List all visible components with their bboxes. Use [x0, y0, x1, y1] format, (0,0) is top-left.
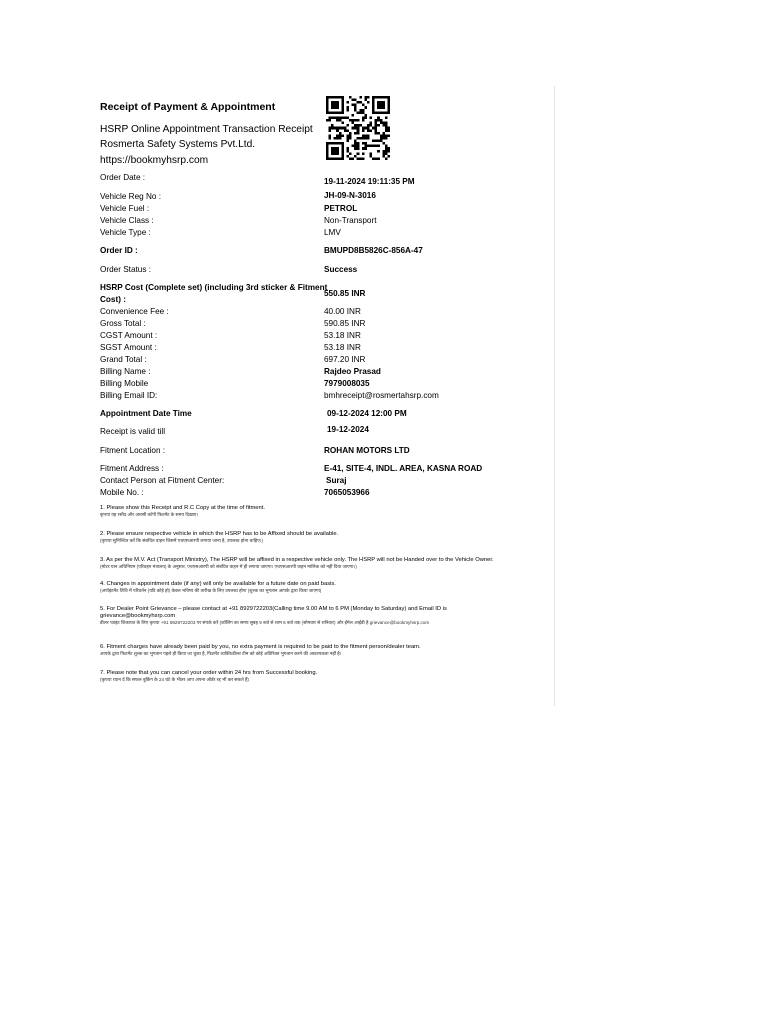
page-title: Receipt of Payment & Appointment: [100, 101, 276, 113]
qr-module: [370, 129, 373, 132]
qr-module: [349, 132, 352, 135]
appointment-datetime-row: [0, 409, 554, 421]
qr-module: [336, 116, 339, 119]
appointment-datetime-value: 09-12-2024 12:00 PM: [327, 409, 407, 418]
qr-module: [341, 116, 344, 119]
qr-module: [357, 137, 360, 140]
qr-module: [359, 101, 362, 104]
billing-mobile-label: Billing Mobile: [100, 379, 149, 388]
qr-module: [349, 152, 352, 155]
vehicle-type-value: LMV: [324, 228, 341, 237]
qr-module: [359, 124, 362, 127]
fitment-address-row: [0, 464, 554, 476]
qr-module: [367, 124, 370, 127]
qr-module: [370, 152, 373, 155]
qr-module: [382, 134, 385, 137]
qr-module: [385, 124, 388, 127]
qr-module: [375, 132, 378, 135]
sgst-value: 53.18 INR: [324, 343, 361, 352]
qr-module: [380, 137, 383, 140]
qr-module: [377, 119, 380, 122]
billing-email-label: Billing Email ID:: [100, 391, 158, 400]
vehicle-class-label: Vehicle Class :: [100, 216, 154, 225]
qr-module: [367, 127, 370, 130]
qr-module: [336, 134, 339, 137]
qr-module: [354, 147, 357, 150]
qr-module: [382, 150, 385, 153]
note-6-hindi: आपके द्वारा फिटमेंट शुल्क का भुगतान पहले ही किया जा चुका है, फिटमेंट व्यक्ति/डीलर टीम को कोई अतिरिक्त भुगतान करने की आवश्यकता नहीं है।: [100, 651, 342, 656]
vehicle-class-value: Non-Transport: [324, 216, 377, 225]
qr-module: [367, 134, 370, 137]
qr-module: [357, 127, 360, 130]
qr-code: [326, 96, 390, 160]
vehicle-type-label: Vehicle Type :: [100, 228, 151, 237]
receipt-valid-label: Receipt is valid till: [100, 427, 166, 436]
order-date-label: Order Date :: [100, 173, 146, 182]
fitment-address-label: Fitment Address :: [100, 464, 164, 473]
qr-module: [387, 147, 390, 150]
note-1: [100, 505, 550, 518]
qr-module: [329, 129, 332, 132]
qr-module: [364, 147, 367, 150]
qr-module: [331, 147, 339, 155]
order-id-label: Order ID :: [100, 246, 138, 255]
vehicle-type-row: [0, 228, 554, 240]
qr-module: [382, 142, 385, 145]
cgst-value: 53.18 INR: [324, 331, 361, 340]
sgst-label: SGST Amount :: [100, 343, 157, 352]
qr-module: [364, 114, 367, 117]
qr-module: [357, 124, 360, 127]
qr-module: [346, 140, 349, 143]
qr-module: [385, 145, 388, 148]
website-url: https://bookmyhsrp.com: [100, 155, 209, 166]
qr-module: [380, 122, 383, 125]
note-3: [100, 557, 550, 570]
qr-module: [336, 129, 339, 132]
qr-module: [349, 96, 352, 99]
qr-module: [352, 114, 355, 117]
convenience-fee-row: [0, 307, 554, 319]
receipt-subtitle: HSRP Online Appointment Transaction Receipt: [100, 124, 313, 135]
qr-module: [341, 127, 344, 130]
qr-module: [354, 145, 357, 148]
qr-module: [377, 157, 380, 160]
qr-module: [339, 134, 342, 137]
page-divider: [554, 86, 555, 706]
fitment-location-label: Fitment Location :: [100, 446, 166, 455]
qr-module: [364, 142, 367, 145]
qr-module: [359, 157, 362, 160]
billing-email-row: [0, 391, 554, 403]
qr-module: [354, 99, 357, 102]
qr-module: [362, 157, 365, 160]
billing-mobile-row: [0, 379, 554, 391]
qr-module: [364, 106, 367, 109]
qr-module: [354, 104, 357, 107]
qr-module: [341, 134, 344, 137]
vehicle-reg-label: Vehicle Reg No :: [100, 192, 161, 201]
note-7-text: 7. Please note that you can cancel your order within 24 hrs from Successful booking.: [100, 670, 318, 676]
qr-module: [362, 109, 365, 112]
convenience-fee-label: Convenience Fee :: [100, 307, 169, 316]
qr-module: [367, 101, 370, 104]
grand-total-label: Grand Total :: [100, 355, 147, 364]
cgst-label: CGST Amount :: [100, 331, 158, 340]
qr-module: [375, 119, 378, 122]
qr-module: [362, 119, 365, 122]
qr-module: [367, 129, 370, 132]
sgst-row: [0, 343, 554, 355]
qr-module: [339, 119, 342, 122]
qr-module: [359, 96, 362, 99]
qr-module: [364, 99, 367, 102]
qr-module: [362, 142, 365, 145]
qr-module: [354, 142, 357, 145]
billing-name-value: Rajdeo Prasad: [324, 367, 381, 376]
qr-module: [352, 99, 355, 102]
qr-module: [375, 124, 378, 127]
order-status-value: Success: [324, 265, 358, 274]
contact-person-label: Contact Person at Fitment Center:: [100, 476, 225, 485]
qr-module: [380, 134, 383, 137]
billing-name-label: Billing Name :: [100, 367, 151, 376]
qr-module: [377, 145, 380, 148]
qr-module: [329, 134, 332, 137]
qr-module: [362, 127, 365, 130]
qr-module: [364, 137, 367, 140]
qr-module: [364, 96, 367, 99]
qr-module: [385, 127, 388, 130]
fitment-address-value: E-41, SITE-4, INDL. AREA, KASNA ROAD: [324, 464, 483, 473]
qr-module: [380, 119, 383, 122]
order-id-row: [0, 246, 554, 258]
qr-module: [357, 145, 360, 148]
qr-module: [331, 127, 334, 130]
qr-module: [352, 119, 355, 122]
qr-module: [352, 145, 355, 148]
qr-module: [375, 122, 378, 125]
hsrp-cost-label: HSRP Cost (Complete set) (including 3rd sticker & Fitment Cost) :: [100, 283, 328, 304]
qr-module: [346, 150, 349, 153]
qr-module: [354, 127, 357, 130]
qr-module: [336, 127, 339, 130]
qr-module: [339, 127, 342, 130]
qr-module: [387, 134, 390, 137]
qr-module: [382, 152, 385, 155]
appointment-datetime-label: Appointment Date Time: [100, 409, 192, 418]
qr-module: [370, 116, 373, 119]
note-4-text: 4. Changes in appointment date (if any) will only be available for a future date on paid basis.: [100, 581, 336, 587]
billing-name-row: [0, 367, 554, 379]
qr-module: [346, 129, 349, 132]
note-1-text: 1. Please show this Receipt and R.C Copy at the time of fitment.: [100, 505, 265, 511]
grand-total-row: [0, 355, 554, 367]
gross-total-value: 590.85 INR: [324, 319, 366, 328]
qr-module: [352, 104, 355, 107]
qr-module: [362, 147, 365, 150]
qr-module: [352, 127, 355, 130]
qr-module: [349, 119, 352, 122]
qr-module: [331, 124, 334, 127]
receipt-valid-row: [0, 427, 554, 439]
order-id-value: BMUPD8B5826C-856A-47: [324, 246, 423, 255]
note-5-text: 5. For Dealer Point Grievance – please contact at +91 8929722203(Calling time 9.00 AM to 6 PM (Monday to Saturday) and Email ID is grievance@bookmyhsrp.com: [100, 606, 447, 619]
qr-module: [385, 134, 388, 137]
qr-module: [364, 127, 367, 130]
order-date-value: 19-11-2024 19:11:35 PM: [324, 177, 415, 186]
fitment-location-row: [0, 446, 554, 458]
qr-module: [385, 137, 388, 140]
qr-module: [367, 96, 370, 99]
qr-module: [385, 150, 388, 153]
qr-module: [370, 124, 373, 127]
qr-module: [354, 119, 357, 122]
note-5: [100, 606, 550, 626]
qr-module: [357, 111, 360, 114]
billing-mobile-value: 7979008035: [324, 379, 370, 388]
qr-module: [346, 106, 349, 109]
note-2: [100, 531, 550, 544]
qr-module: [375, 140, 378, 143]
qr-module: [382, 137, 385, 140]
qr-module: [359, 111, 362, 114]
contact-person-row: [0, 476, 554, 488]
qr-module: [362, 111, 365, 114]
hsrp-cost-value: 550.85 INR: [324, 289, 366, 298]
qr-module: [357, 129, 360, 132]
note-4: [100, 581, 550, 594]
gross-total-label: Gross Total :: [100, 319, 146, 328]
qr-module: [364, 116, 367, 119]
vehicle-fuel-label: Vehicle Fuel :: [100, 204, 150, 213]
qr-module: [385, 152, 388, 155]
qr-module: [364, 145, 367, 148]
qr-module: [387, 129, 390, 132]
qr-module: [341, 122, 344, 125]
qr-module: [377, 116, 380, 119]
cgst-row: [0, 331, 554, 343]
qr-module: [377, 150, 380, 153]
contact-person-value: Suraj: [326, 476, 347, 485]
qr-module: [346, 116, 349, 119]
note-1-hindi: कृपया यह रसीद और आरसी कॉपी फिटमेंट के समय दिखाए।: [100, 512, 199, 517]
qr-module: [336, 137, 339, 140]
company-name: Rosmerta Safety Systems Pvt.Ltd.: [100, 139, 256, 150]
note-5-hindi: डीलर प्वाइंट शिकायत के लिए कृपया +91 8929722203 पर संपर्क करें (कॉलिंग का समय सुबह 9 बजे से शाम 6 बजे तक (सोमवार से शनिवार) और ईमेल आईडी है grievance@bookmyhsrp.com: [100, 620, 430, 625]
qr-module: [370, 122, 373, 125]
qr-module: [359, 109, 362, 112]
vehicle-reg-row: [0, 192, 554, 204]
qr-module: [346, 155, 349, 158]
qr-module: [385, 147, 388, 150]
qr-module: [346, 109, 349, 112]
note-4-hindi: (अपॉइंटमेंट तिथि में परिवर्तन (यदि कोई हो) केवल भविष्य की तारीख के लिए उपलब्ध होगा (शुल्क का भुगतान आपके द्वारा किया जाएगा): [100, 588, 322, 593]
qr-module: [344, 129, 347, 132]
qr-module: [344, 127, 347, 130]
qr-module: [377, 124, 380, 127]
order-status-row: [0, 265, 554, 277]
vehicle-reg-value: JH-09-N-3016: [324, 191, 376, 200]
convenience-fee-value: 40.00 INR: [324, 307, 361, 316]
order-status-label: Order Status :: [100, 265, 151, 274]
qr-module: [354, 109, 357, 112]
qr-module: [372, 157, 375, 160]
qr-module: [370, 155, 373, 158]
qr-module: [346, 134, 349, 137]
grand-total-value: 697.20 INR: [324, 355, 366, 364]
note-7: [100, 670, 550, 683]
mobile-value: 7065053966: [324, 488, 370, 497]
qr-module: [375, 157, 378, 160]
qr-module: [375, 127, 378, 130]
qr-module: [339, 132, 342, 135]
qr-module: [329, 116, 332, 119]
qr-module: [375, 129, 378, 132]
qr-module: [354, 106, 357, 109]
mobile-row: [0, 488, 554, 500]
qr-module: [334, 127, 337, 130]
mobile-label: Mobile No. :: [100, 488, 144, 497]
qr-module: [377, 140, 380, 143]
qr-module: [367, 145, 370, 148]
qr-module: [357, 132, 360, 135]
qr-module: [362, 104, 365, 107]
qr-module: [357, 142, 360, 145]
qr-module: [329, 127, 332, 130]
qr-module: [346, 101, 349, 104]
qr-module: [387, 150, 390, 153]
qr-module: [382, 155, 385, 158]
qr-module: [357, 119, 360, 122]
qr-module: [367, 137, 370, 140]
qr-module: [334, 137, 337, 140]
qr-module: [331, 101, 339, 109]
qr-module: [375, 145, 378, 148]
qr-module: [377, 132, 380, 135]
qr-module: [382, 124, 385, 127]
qr-module: [354, 132, 357, 135]
qr-module: [362, 137, 365, 140]
qr-module: [331, 116, 334, 119]
qr-module: [372, 140, 375, 143]
vehicle-fuel-row: [0, 204, 554, 216]
billing-email-value: bmhreceipt@rosmertahsrp.com: [324, 391, 439, 400]
qr-module: [349, 137, 352, 140]
note-6: [100, 644, 550, 657]
qr-module: [362, 116, 365, 119]
note-2-text: 2. Please ensure respective vehicle in which the HSRP has to be Affixed should be available.: [100, 531, 339, 537]
qr-module: [382, 132, 385, 135]
qr-module: [387, 155, 390, 158]
note-6-text: 6. Fitment charges have already been paid by you, no extra payment is required to be paid to the fitment person/dealer team.: [100, 644, 421, 650]
gross-total-row: [0, 319, 554, 331]
qr-module: [385, 129, 388, 132]
qr-module: [357, 152, 360, 155]
qr-module: [359, 137, 362, 140]
qr-module: [346, 147, 349, 150]
qr-module: [336, 119, 339, 122]
note-2-hindi: (कृपया सुनिश्चित करें कि संबंधित वाहन जिसमें एचएसआरपी लगाया जाना है, उपलब्ध होना चाहिए।): [100, 538, 264, 543]
qr-module: [357, 157, 360, 160]
qr-module: [382, 122, 385, 125]
qr-module: [362, 134, 365, 137]
qr-module: [329, 137, 332, 140]
note-3-text: 3. As per the M.V. Act (Transport Ministry), The HSRP will be affixed in a respective vehicle only. The HSRP will not be Handed over to the Vehicle Owner.: [100, 557, 494, 563]
note-7-hindi: (कृपया ध्यान दें कि सफल बुकिंग के 24 घंटे के भीतर आप अपना ऑर्डर रद्द भी कर सकते हैं): [100, 677, 249, 682]
qr-module: [380, 140, 383, 143]
qr-module: [385, 157, 388, 160]
qr-module: [344, 116, 347, 119]
qr-module: [364, 134, 367, 137]
vehicle-fuel-value: PETROL: [324, 204, 358, 213]
qr-module: [354, 155, 357, 158]
qr-module: [334, 116, 337, 119]
order-date-row: [0, 173, 554, 185]
qr-module: [346, 137, 349, 140]
qr-module: [387, 127, 390, 130]
qr-module: [326, 119, 329, 122]
qr-module: [346, 124, 349, 127]
qr-module: [357, 147, 360, 150]
qr-module: [370, 145, 373, 148]
qr-module: [349, 134, 352, 137]
receipt-valid-value: 19-12-2024: [327, 425, 369, 434]
vehicle-class-row: [0, 216, 554, 228]
qr-module: [357, 101, 360, 104]
qr-module: [352, 122, 355, 125]
qr-module: [385, 122, 388, 125]
fitment-location-value: ROHAN MOTORS LTD: [324, 446, 410, 455]
qr-module: [339, 116, 342, 119]
qr-module: [349, 157, 352, 160]
qr-module: [377, 101, 385, 109]
qr-module: [339, 137, 342, 140]
qr-module: [329, 119, 332, 122]
qr-module: [385, 116, 388, 119]
note-3-hindi: (मोटर यान अधिनियम (परिवहन मंत्रालय) के अनुसार, एचएसआरपी को संबंधित वाहन में ही लगाया जाएगा। एचएसआरपी वाहन मालिक को नहीं दिया जाएगा।): [100, 564, 357, 569]
qr-module: [372, 145, 375, 148]
qr-module: [362, 152, 365, 155]
qr-module: [372, 127, 375, 130]
qr-module: [352, 157, 355, 160]
qr-module: [354, 124, 357, 127]
qr-module: [362, 129, 365, 132]
qr-module: [354, 140, 357, 143]
